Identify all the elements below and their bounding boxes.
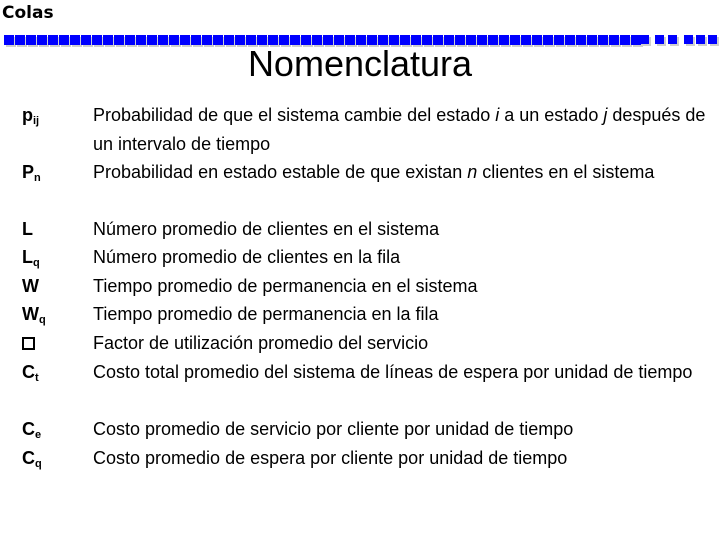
symbol (22, 329, 35, 359)
symbol: $P_n$ (22, 162, 41, 184)
description: Tiempo promedio de permanencia en el sistema (93, 276, 478, 296)
symbol: $L_q$ (22, 247, 40, 269)
symbol: $C_t$ (22, 362, 39, 384)
symbol: $C_q$ (22, 448, 42, 470)
symbol: $W_q$ (22, 304, 46, 326)
rho-symbol-box-icon (22, 337, 35, 350)
header-label: Colas (2, 3, 54, 23)
description: Costo promedio de espera por cliente por unidad de tiempo (93, 448, 568, 468)
description: Factor de utilización promedio del servicio (93, 333, 429, 353)
description: Número promedio de clientes en el sistema (93, 219, 440, 239)
description: Tiempo promedio de permanencia en la fila (93, 304, 439, 324)
description: Costo total promedio del sistema de líneas de espera por unidad de tiempo (93, 362, 693, 382)
description: Número promedio de clientes en la fila (93, 247, 401, 267)
slide-title: Nomenclatura (247, 43, 473, 84)
description: Probabilidad en estado estable de que existan n clientes en el sistema (93, 162, 655, 182)
description: Costo promedio de servicio por cliente por unidad de tiempo (93, 419, 574, 439)
symbol: $C_e$ (22, 419, 42, 441)
description: Probabilidad de que el sistema cambie del estado i a un estado j después de un intervalo de tiempo (93, 105, 706, 154)
symbol: L (22, 219, 33, 239)
symbol: W (22, 276, 39, 296)
symbol: $p_{ij}$ (22, 105, 40, 127)
